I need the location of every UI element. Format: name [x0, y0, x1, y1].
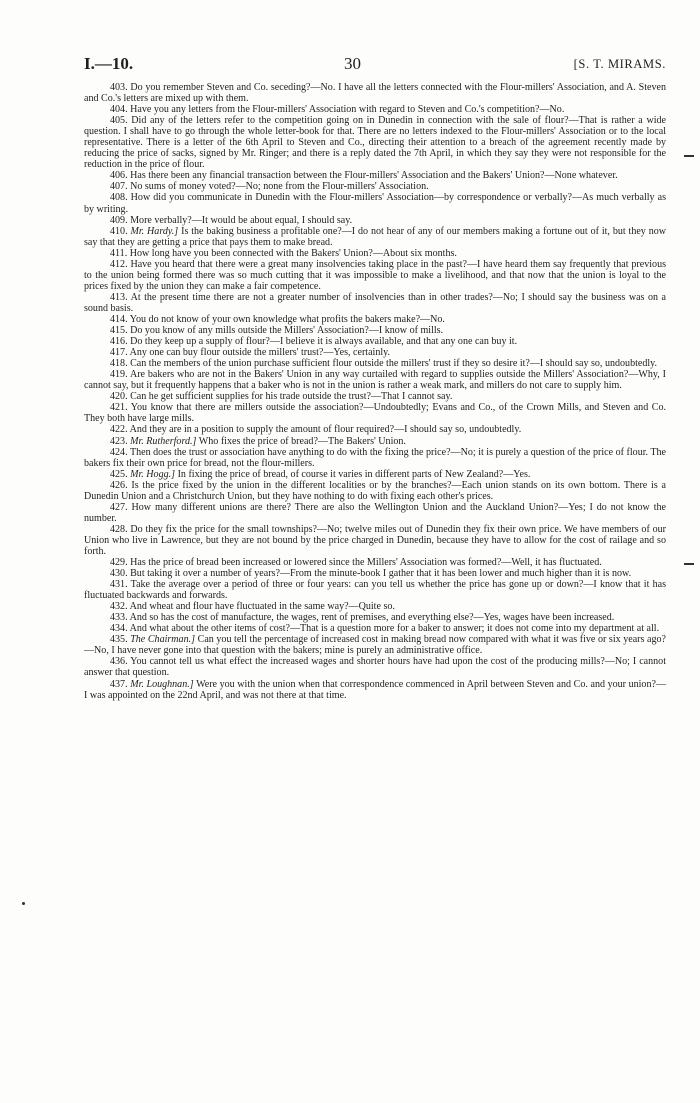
question-number: 412.: [110, 258, 128, 270]
question-number: 416.: [110, 336, 128, 348]
testimony-paragraph: [84, 612, 666, 623]
document-reference: I.—10.: [84, 54, 134, 73]
question-number: 415.: [110, 325, 128, 337]
question-number: 426.: [110, 479, 128, 491]
question-answer-text: Can the members of the union purchase sufficient flour outside the millers' trust if they so desire it?—I should say so, undoubtedly.: [130, 358, 658, 370]
testimony-paragraph: [84, 424, 666, 435]
testimony-paragraph: [84, 568, 666, 579]
question-answer-text: No sums of money voted?—No; none from the Flour-millers' Association.: [130, 181, 429, 193]
question-number: 403.: [110, 82, 128, 93]
testimony-paragraph: [84, 369, 666, 391]
question-answer-text: How did you communicate in Dunedin with the Flour-millers' Association—by correspondence or verbally?—As much verbally as by writing.: [84, 192, 667, 215]
question-number: 432.: [110, 601, 128, 613]
question-answer-text: You cannot tell us what effect the increased wages and shorter hours have had upon the cost of the producing mills?—No; I cannot answer that question.: [84, 656, 666, 679]
question-answer-text: Can you tell the percentage of increased cost in making bread now compared with what it was five or six years ago?—No, I have never gone into that question with the bakers; mine is purely an administrative office.: [84, 634, 666, 657]
testimony-paragraph: [84, 314, 666, 325]
question-number: 437.: [110, 678, 128, 690]
testimony-paragraph: [84, 248, 666, 259]
testimony-paragraph: [84, 358, 666, 369]
testimony-paragraph: [84, 192, 666, 214]
testimony-paragraph: [84, 292, 666, 314]
testimony-paragraph: [84, 259, 666, 292]
question-answer-text: And wheat and flour have fluctuated in the same way?—Quite so.: [129, 601, 395, 613]
question-number: 427.: [110, 501, 128, 513]
question-answer-text: Did any of the letters refer to the competition going on in Dunedin in connection with the sale of flour?—That is rather a wide question. I shall have to go through the whole letter-book for that. There are no letters indexed to the Flour-millers' Association or to the local representative. There is a letter of the 6th April to Steven and Co., directing their attention to a breach of the agreement recently made by reducing the price of sacks, signed by Mr. Ringer; and there is a reply dated the 7th April, in which they say they were not responsible for the reduction in the price of flour.: [84, 115, 666, 171]
margin-mark: [684, 563, 694, 565]
testimony-paragraph: [84, 170, 666, 181]
testimony-paragraph: [84, 601, 666, 612]
question-answer-text: In fixing the price of bread, of course it varies in different parts of New Zealand?—Yes.: [177, 468, 531, 480]
question-answer-text: Can he get sufficient supplies for his trade outside the trust?—That I cannot say.: [130, 391, 453, 403]
testimony-paragraph: [84, 447, 666, 469]
question-answer-text: Who fixes the price of bread?—The Bakers' Union.: [198, 435, 406, 447]
question-answer-text: More verbally?—It would be about equal, I should say.: [130, 214, 353, 226]
question-number: 409.: [110, 214, 128, 226]
speaker-name: Mr. Hogg.]: [130, 468, 176, 480]
testimony-paragraph: [84, 469, 666, 480]
testimony-paragraph: [84, 436, 666, 447]
question-number: 423.: [110, 435, 128, 447]
testimony-paragraph: [84, 82, 666, 104]
speaker-name: Mr. Rutherford.]: [130, 435, 197, 447]
question-answer-text: Do they keep up a supply of flour?—I believe it is always available, and that any one can buy it.: [130, 336, 518, 348]
witness-name: [S. T. MIRAMS.: [573, 57, 666, 71]
speaker-name: The Chairman.]: [130, 634, 196, 646]
question-answer-text: And they are in a position to supply the amount of flour required?—I should say so, undoubtedly.: [129, 424, 522, 436]
question-number: 406.: [110, 170, 128, 182]
question-number: 405.: [110, 115, 128, 127]
question-number: 418.: [110, 358, 128, 370]
question-answer-text: Any one can buy flour outside the millers' trust?—Yes, certainly.: [129, 347, 391, 359]
question-answer-text: Do you remember Steven and Co. seceding?—No. I have all the letters connected with the Flour-millers' Association, and A. Steven and Co.'s letters are mixed up with them.: [84, 82, 666, 105]
testimony-paragraph: [84, 226, 666, 248]
question-answer-text: You do not know of your own knowledge what profits the bakers make?—No.: [129, 313, 445, 325]
question-answer-text: How long have you been connected with the Bakers' Union?—About six months.: [129, 247, 457, 259]
question-number: 425.: [110, 468, 128, 480]
question-answer-text: You know that there are millers outside the association?—Undoubtedly; Evans and Co., of the Crown Mills, and Steven and Co. They both have large mills.: [84, 402, 666, 425]
question-answer-text: Take the average over a period of three or four years: can you tell us whether the price has gone up or down?—I know that it has fluctuated backwards and forwards.: [84, 579, 666, 602]
testimony-paragraph: [84, 336, 666, 347]
testimony-paragraph: [84, 391, 666, 402]
question-number: 404.: [110, 104, 128, 116]
question-number: 421.: [110, 402, 128, 414]
page-header: [84, 54, 666, 76]
testimony-paragraph: [84, 579, 666, 601]
margin-mark: [684, 155, 694, 157]
question-answer-text: Do you know of any mills outside the Millers' Association?—I know of mills.: [130, 325, 444, 337]
testimony-paragraph: [84, 402, 666, 424]
speaker-name: Mr. Hardy.]: [130, 225, 179, 237]
testimony-paragraph: [84, 325, 666, 336]
page-number: 30: [344, 54, 361, 73]
question-number: 414.: [110, 313, 128, 325]
question-number: 417.: [110, 347, 128, 359]
question-number: 430.: [110, 568, 128, 580]
question-answer-text: At the present time there are not a greater number of insolvencies than in other trades?—No; I should say the business was on a sound basis.: [84, 291, 666, 314]
question-answer-text: And what about the other items of cost?—That is a question more for a baker to answer; it does not come into my department at all.: [129, 623, 660, 635]
testimony-paragraph: [84, 502, 666, 524]
question-answer-text: Are bakers who are not in the Bakers' Union in any way curtailed with regard to supplies outside the Millers' Association?—Why, I cannot say, but it frequently happens that a baker who is not in the union is rather a weak mark, and millers do not care to supply him.: [84, 369, 666, 392]
question-number: 407.: [110, 181, 128, 193]
question-answer-text: How many different unions are there? There are also the Wellington Union and the Auckland Union?—Yes; I do not know the number.: [84, 501, 666, 524]
speaker-name: Mr. Loughnan.]: [130, 678, 194, 690]
question-answer-text: Have you any letters from the Flour-millers' Association with regard to Steven and Co.'s competition?—No.: [130, 104, 565, 116]
question-number: 413.: [110, 291, 128, 303]
question-answer-text: And so has the cost of manufacture, the wages, rent of premises, and everything else?—Yes, wages have been increased.: [129, 612, 615, 624]
testimony-paragraph: [84, 181, 666, 192]
question-number: 433.: [110, 612, 128, 624]
question-number: 422.: [110, 424, 128, 436]
question-number: 424.: [110, 446, 128, 458]
question-number: 431.: [110, 579, 128, 591]
question-number: 434.: [110, 623, 128, 635]
testimony-paragraph: [84, 524, 666, 557]
testimony-paragraph: [84, 623, 666, 634]
question-answer-text: Has there been any financial transaction between the Flour-millers' Association and the Bakers' Union?—None whatever.: [130, 170, 618, 182]
margin-dot: [22, 902, 25, 905]
question-answer-text: Have you heard that there were a great many insolvencies taking place in the past?—I have heard them say frequently that previous to the union being formed there was so much cutting that it was impossible to make a livelihood, and that now that the union is loyal to the prices fixed by the union they can make a fair competence.: [84, 258, 666, 292]
question-number: 429.: [110, 557, 128, 569]
testimony-paragraph: [84, 215, 666, 226]
question-answer-text: Then does the trust or association have anything to do with the fixing the price?—No; it is purely a question of the price of flour. The bakers fix their own price for bread, not the flour-millers.: [84, 446, 666, 469]
question-number: 428.: [110, 523, 128, 535]
question-answer-text: Is the price fixed by the union in the different localities or by the branches?—Each union stands on its own bottom. There is a Dunedin Union and a Christchurch Union, but they have nothing to do with fixing each other's prices.: [84, 479, 666, 502]
question-number: 410.: [110, 225, 128, 237]
question-number: 408.: [110, 192, 128, 204]
question-answer-text: Has the price of bread been increased or lowered since the Millers' Association was formed?—Well, it has fluctuated.: [130, 557, 602, 569]
testimony-paragraph: [84, 480, 666, 502]
question-number: 435.: [110, 634, 128, 646]
question-number: 419.: [110, 369, 128, 381]
testimony-paragraph: [84, 347, 666, 358]
testimony-paragraph: [84, 634, 666, 656]
testimony-paragraph: [84, 656, 666, 678]
question-number: 436.: [110, 656, 128, 668]
question-number: 420.: [110, 391, 128, 403]
question-number: 411.: [110, 247, 128, 259]
question-answer-text: Do they fix the price for the small townships?—No; twelve miles out of Dunedin they fix their own price. We have members of our Union who live in Lawrence, but they are not bound by the price charged in Dunedin, because they have to allow for the cost of railage and so forth.: [84, 523, 666, 557]
testimony-paragraph: [84, 104, 666, 115]
question-answer-text: Were you with the union when that correspondence commenced in April between Steven and Co. and your union?—I was appointed on the 22nd April, and was not there at that time.: [84, 678, 666, 701]
testimony-paragraph: [84, 115, 666, 170]
question-answer-text: But taking it over a number of years?—From the minute-book I gather that it has been lower and much higher than it is now.: [130, 568, 632, 580]
testimony-paragraph: [84, 557, 666, 568]
question-answer-text: Is the baking business a profitable one?—I do not hear of any of our members making a fortune out of it, but they now say that they are getting a price that pays them to make bread.: [84, 225, 667, 248]
testimony-body: [84, 82, 666, 701]
testimony-paragraph: [84, 679, 666, 701]
